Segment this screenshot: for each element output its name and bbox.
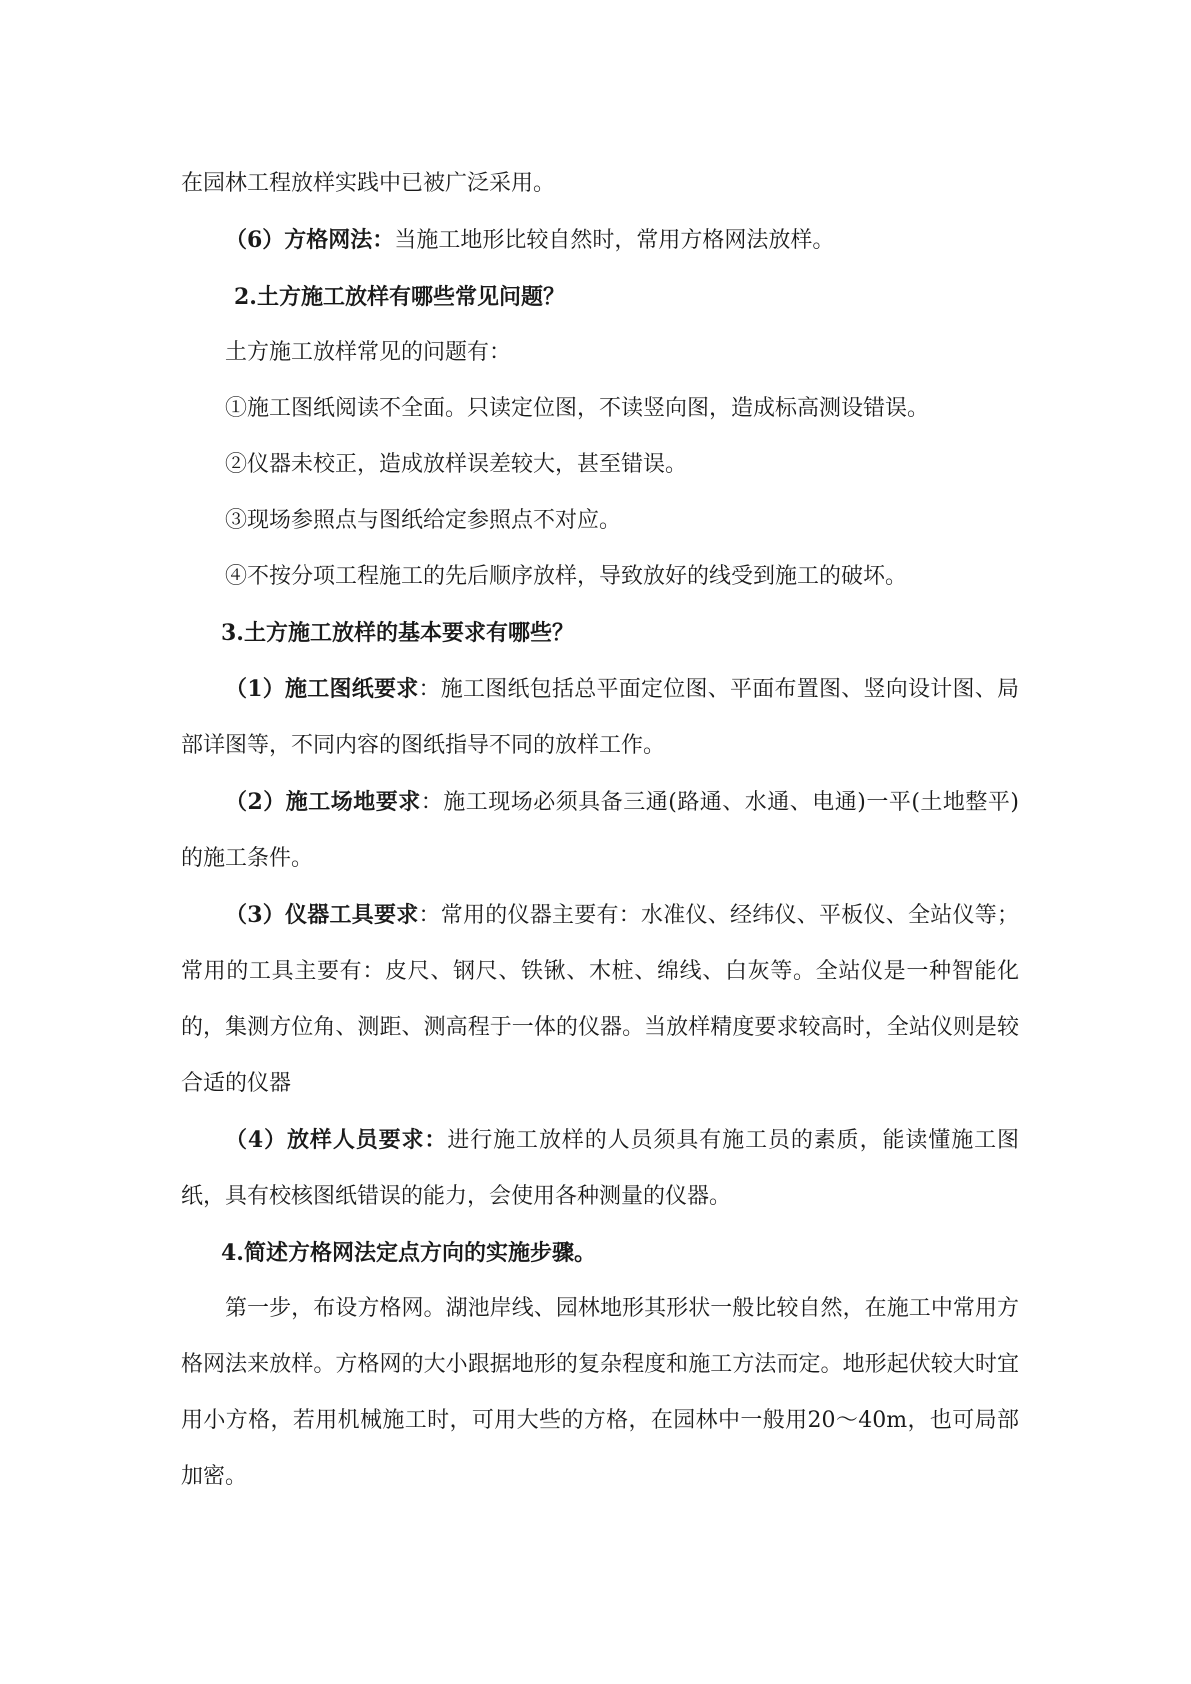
requirement-instruments-label: （3）仪器工具要求 [225,902,419,928]
requirement-personnel [181,1112,1019,1225]
requirement-drawings [181,661,1019,774]
problem-item-1: ①施工图纸阅读不全面。只读定位图，不读竖向图，造成标高测设错误。 [225,396,930,421]
paragraph-grid-method [181,212,1019,269]
problem-item-3: ③现场参照点与图纸给定参照点不对应。 [225,508,622,533]
requirement-personnel-text: 进行施工放样的人员须具有施工员的素质，能读懂施工图纸，具有校核图纸错误的能力，会使用各种测量的仪器。 [181,1128,1019,1209]
question-2-heading: 2.土方施工放样有哪些常见问题？ [234,284,565,310]
requirement-instruments [181,887,1019,1112]
problem-item-4: ④不按分项工程施工的先后顺序放样，导致放好的线受到施工的破坏。 [225,564,908,589]
common-problems-intro: 土方施工放样常见的问题有： [225,340,512,365]
problem-item-2: ②仪器未校正，造成放样误差较大，甚至错误。 [225,452,688,477]
paragraph-continuation: 在园林工程放样实践中已被广泛采用。 [181,171,556,196]
requirement-site-label: （2）施工场地要求 [225,789,421,815]
grid-method-text: 当施工地形比较自然时，常用方格网法放样。 [394,228,835,253]
requirement-site-text: ：施工现场必须具备三通(路通、水通、电通)一平(土地整平)的施工条件。 [181,790,1019,871]
requirement-personnel-label: （4）放样人员要求： [225,1127,448,1153]
requirement-instruments-text: ：常用的仪器主要有：水准仪、经纬仪、平板仪、全站仪等；常用的工具主要有：皮尺、钢尺、铁锹、木桩、绵线、白灰等。全站仪是一种智能化的，集测方位角、测距、测高程于一体的仪器。当放样精度要求较高时，全站仪则是较合适的仪器 [181,903,1019,1096]
grid-method-label: （6）方格网法： [225,227,395,253]
step-1-paragraph: 第一步，布设方格网。湖池岸线、园林地形其形状一般比较自然，在施工中常用方格网法来放样。方格网的大小跟据地形的复杂程度和施工方法而定。地形起伏较大时宜用小方格，若用机械施工时，可用大些的方格，在园林中一般用20～40m，也可局部加密。 [181,1296,1019,1489]
question-3-heading: 3.土方施工放样的基本要求有哪些？ [221,620,574,646]
requirement-site [181,774,1019,887]
requirement-drawings-label: （1）施工图纸要求 [225,676,419,702]
question-4-heading: 4.简述方格网法定点方向的实施步骤。 [221,1240,596,1266]
document-body [181,156,1019,1505]
requirement-drawings-text: ：施工图纸包括总平面定位图、平面布置图、竖向设计图、局部详图等，不同内容的图纸指导不同的放样工作。 [181,677,1019,758]
